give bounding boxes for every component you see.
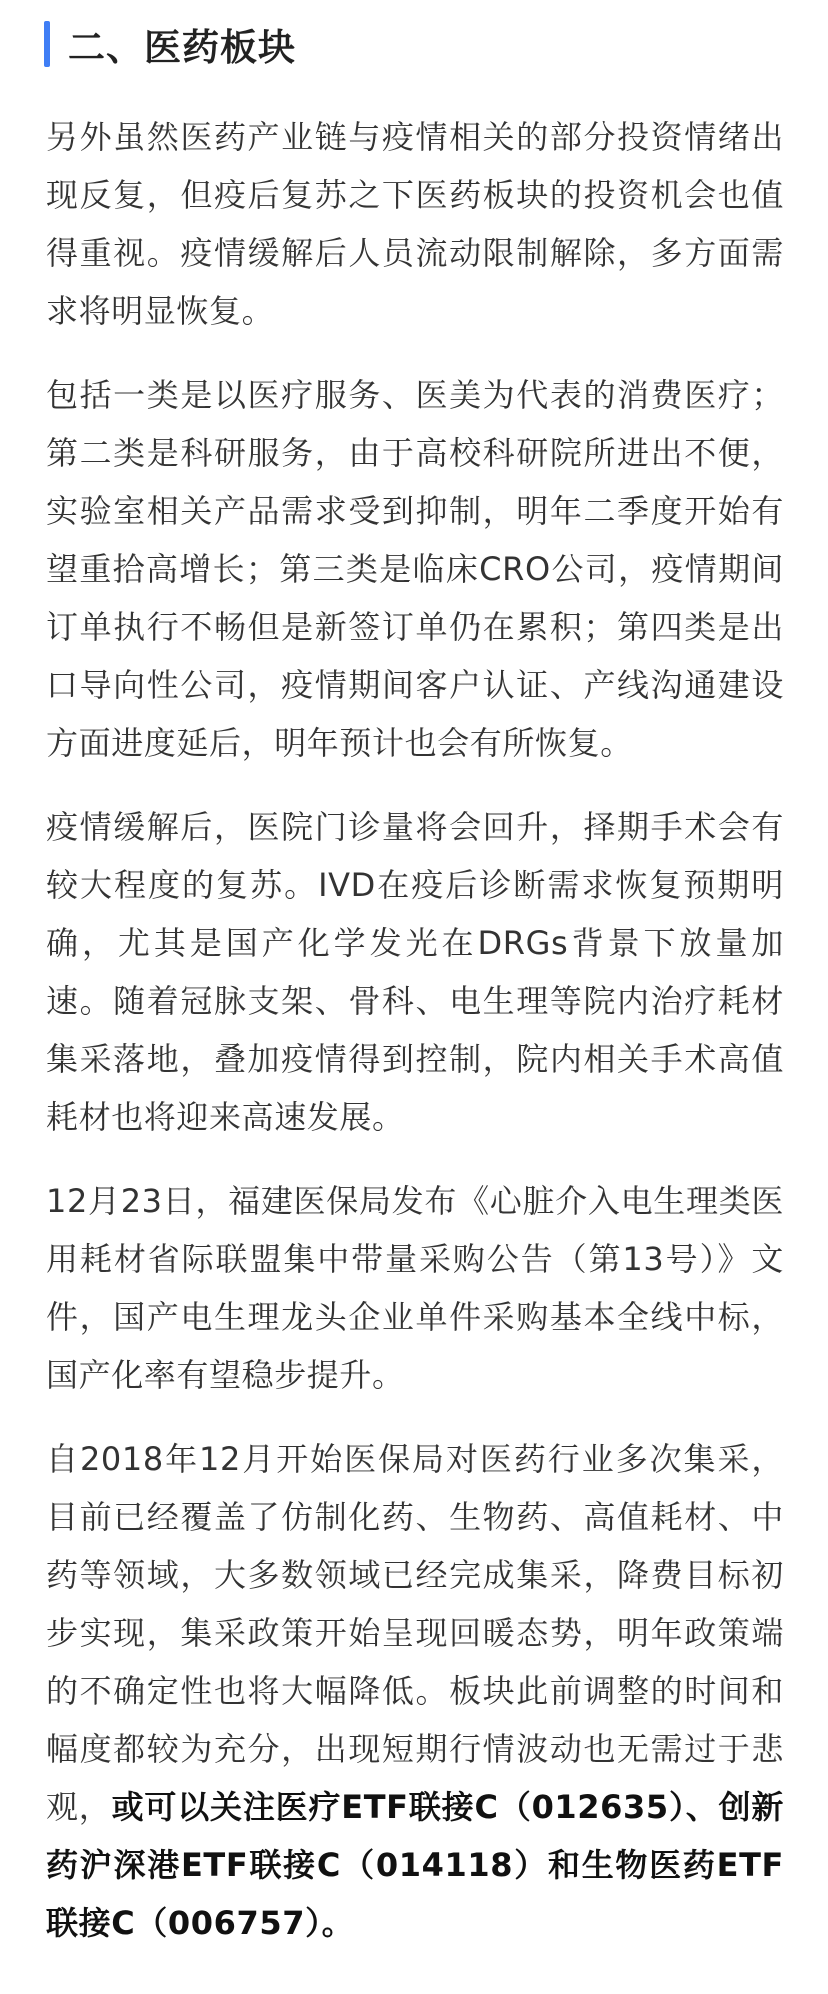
paragraph-5	[46, 1430, 784, 1952]
paragraph-2	[46, 366, 784, 772]
paragraph-1	[46, 108, 784, 340]
paragraph-5-bold-recommendation: 或可以关注医疗ETF联接C（012635）、创新药沪深港ETF联接C（014118）和生物医药ETF联接C（006757）。	[46, 1788, 784, 1942]
paragraph-5-text: 自2018年12月开始医保局对医药行业多次集采，目前已经覆盖了仿制化药、生物药、高值耗材、中药等领域，大多数领域已经完成集采，降费目标初步实现，集采政策开始呈现回暖态势，明年政策端的不确定性也将大幅降低。板块此前调整的时间和幅度都较为充分，出现短期行情波动也无需过于悲观，	[46, 1440, 784, 1826]
paragraph-4-text: 12月23日，福建医保局发布《心脏介入电生理类医用耗材省际联盟集中带量采购公告（第13号）》文件，国产电生理龙头企业单件采购基本全线中标，国产化率有望稳步提升。	[46, 1182, 784, 1394]
paragraph-4	[46, 1172, 784, 1404]
paragraph-2-text: 包括一类是以医疗服务、医美为代表的消费医疗；第二类是科研服务，由于高校科研院所进出不便，实验室相关产品需求受到抑制，明年二季度开始有望重拾高增长；第三类是临床CRO公司，疫情期间订单执行不畅但是新签订单仍在累积；第四类是出口导向性公司，疫情期间客户认证、产线沟通建设方面进度延后，明年预计也会有所恢复。	[46, 376, 784, 762]
paragraph-3-text: 疫情缓解后，医院门诊量将会回升，择期手术会有较大程度的复苏。IVD在疫后诊断需求恢复预期明确，尤其是国产化学发光在DRGs背景下放量加速。随着冠脉支架、骨科、电生理等院内治疗耗材集采落地，叠加疫情得到控制，院内相关手术高值耗材也将迎来高速发展。	[46, 808, 784, 1136]
heading-accent-bar	[44, 21, 50, 67]
paragraph-1-text: 另外虽然医药产业链与疫情相关的部分投资情绪出现反复，但疫后复苏之下医药板块的投资机会也值得重视。疫情缓解后人员流动限制解除，多方面需求将明显恢复。	[46, 118, 784, 330]
section-heading	[44, 18, 784, 70]
paragraph-3	[46, 798, 784, 1146]
section-title: 二、医药板块	[68, 26, 296, 69]
